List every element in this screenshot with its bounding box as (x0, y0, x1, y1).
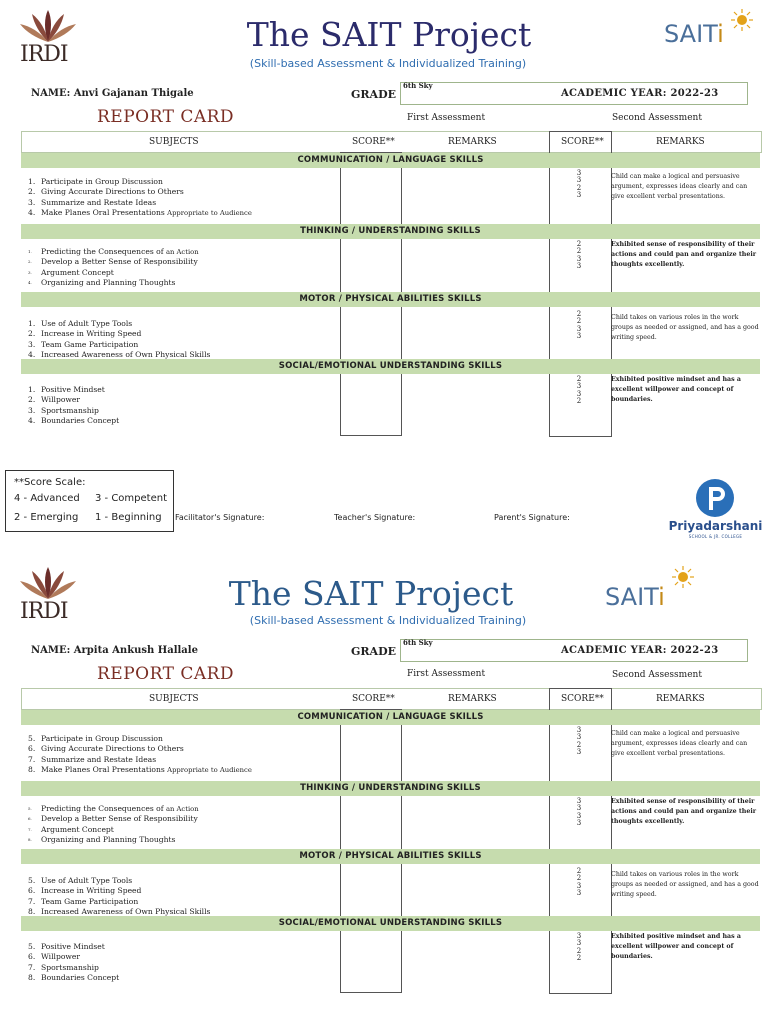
col-score-2: SCORE** (561, 137, 604, 147)
skill-list (28, 385, 119, 427)
list-item: 2. Willpower (28, 395, 81, 405)
skill-list (28, 247, 199, 289)
lotus-icon (18, 8, 78, 44)
list-item: 8. Increased Awareness of Own Physical Skills (28, 907, 211, 917)
col-remarks-2: REMARKS (656, 137, 705, 147)
grade-label: GRADE (351, 645, 396, 658)
list-item: 8. Boundaries Concept (28, 973, 120, 983)
list-item: 4. Organizing and Planning Thoughts (28, 278, 176, 288)
scale-beginning: 1 - Beginning (95, 512, 162, 523)
col-remarks-1: REMARKS (448, 137, 497, 147)
report-card-heading: REPORT CARD (97, 107, 235, 127)
page-subtitle: (Skill-based Assessment & Individualized Training) (249, 614, 527, 627)
list-item: 1. Positive Mindset (28, 385, 105, 394)
school-name: Priyadarshani (668, 519, 763, 533)
list-item: 6. Increase in Writing Speed (28, 886, 142, 896)
irdi-logo-text: IRDI (20, 599, 68, 624)
section-title: SOCIAL/EMOTIONAL UNDERSTANDING SKILLS (21, 916, 760, 931)
academic-year: ACADEMIC YEAR: 2022-23 (561, 88, 719, 99)
page-title: The SAIT Project (228, 574, 514, 613)
list-item: 7. Sportsmanship (28, 962, 99, 972)
list-item: 6. Willpower (28, 952, 81, 962)
school-subtitle: SCHOOL & JR. COLLEGE (688, 534, 743, 539)
irdi-logo (18, 565, 108, 625)
score-values: 2 2 3 3 (576, 867, 582, 898)
sait-logo-i: i (717, 20, 724, 48)
scale-competent: 3 - Competent (95, 493, 168, 504)
skill-list (28, 319, 210, 361)
score-scale-box (5, 470, 174, 532)
score-values: 3 3 2 3 (576, 169, 582, 200)
first-assessment-label: First Assessment (407, 669, 486, 679)
list-item: 3. Sportsmanship (28, 405, 99, 415)
section-title: THINKING / UNDERSTANDING SKILLS (21, 781, 760, 796)
remark-text: Child takes on various roles in the work groups as needed or assigned, and has a good writing speed. (611, 871, 759, 898)
score-values: 3 3 3 3 (576, 797, 582, 828)
section-title: SOCIAL/EMOTIONAL UNDERSTANDING SKILLS (21, 359, 760, 374)
section-title: THINKING / UNDERSTANDING SKILLS (21, 224, 760, 239)
page-title: The SAIT Project (246, 15, 532, 54)
score-scale-title: **Score Scale: (14, 477, 86, 488)
skill-list (28, 177, 252, 219)
scale-advanced: 4 - Advanced (14, 493, 80, 504)
second-assessment-label: Second Assessment (612, 670, 702, 680)
sun-icon (665, 565, 695, 589)
grade-box (400, 639, 748, 662)
col-subjects: SUBJECTS (149, 694, 199, 704)
list-item: 3. Summarize and Restate Ideas (28, 197, 157, 207)
list-item: 2. Increase in Writing Speed (28, 329, 142, 339)
academic-year: ACADEMIC YEAR: 2022-23 (561, 645, 719, 656)
remark-text: Exhibited positive mindset and has a excellent willpower and concept of boundaries. (611, 933, 741, 960)
skill-list (28, 734, 252, 776)
list-item: 3. Team Game Participation (28, 339, 139, 349)
col-score-1: SCORE** (352, 694, 395, 704)
table-header (21, 131, 762, 153)
score-values: 2 3 3 2 (576, 375, 582, 406)
parent-signature: Parent's Signature: (494, 513, 570, 522)
skill-list (28, 876, 210, 918)
score-values: 2 2 3 3 (576, 310, 582, 341)
list-item: 6. Develop a Better Sense of Responsibility (28, 814, 198, 824)
irdi-logo (18, 8, 108, 68)
section-title: MOTOR / PHYSICAL ABILITIES SKILLS (21, 292, 760, 307)
school-logo-icon (695, 478, 735, 518)
section-title: COMMUNICATION / LANGUAGE SKILLS (21, 153, 760, 168)
table-header (21, 688, 762, 710)
sait-logo-text: SAIT (605, 583, 659, 611)
col-score-2: SCORE** (561, 694, 604, 704)
list-item: 5. Predicting the Consequences of an Action (28, 804, 199, 813)
col-remarks-2: REMARKS (656, 694, 705, 704)
grade-box (400, 82, 748, 105)
grade-label: GRADE (351, 88, 396, 101)
first-assessment-label: First Assessment (407, 113, 486, 123)
page-subtitle: (Skill-based Assessment & Individualized Training) (249, 57, 527, 70)
list-item: 7. Argument Concept (28, 824, 114, 834)
list-item: 8. Organizing and Planning Thoughts (28, 835, 176, 845)
sait-logo-text: SAIT (664, 20, 718, 48)
col-remarks-1: REMARKS (448, 694, 497, 704)
sait-logo (662, 8, 758, 53)
second-assessment-label: Second Assessment (612, 113, 702, 123)
irdi-logo-text: IRDI (20, 42, 68, 67)
list-item: 5. Participate in Group Discussion (28, 734, 163, 743)
remark-text: Exhibited sense of responsibility of their actions and could pan and organize their thoughts excellently. (611, 798, 757, 825)
skill-list (28, 942, 119, 984)
grade-value: 6th Sky (403, 638, 433, 647)
list-item: 6. Giving Accurate Directions to Others (28, 744, 184, 754)
list-item: 7. Team Game Participation (28, 896, 139, 906)
list-item: 4. Increased Awareness of Own Physical Skills (28, 350, 211, 360)
score-values: 3 3 2 2 (576, 932, 582, 963)
col-subjects: SUBJECTS (149, 137, 199, 147)
student-name: NAME: Anvi Gajanan Thigale (31, 88, 194, 99)
list-item: 3. Argument Concept (28, 267, 114, 277)
remark-text: Child can make a logical and persuasive argument, expresses ideas clearly and can give excellent verbal presentations. (611, 173, 748, 200)
score-values: 3 3 2 3 (576, 726, 582, 757)
student-name: NAME: Arpita Ankush Hallale (31, 645, 198, 656)
report-card-heading: REPORT CARD (97, 664, 235, 684)
facilitator-signature: Facilitator's Signature: (175, 513, 265, 522)
teacher-signature: Teacher's Signature: (334, 513, 416, 522)
list-item: 4. Boundaries Concept (28, 416, 120, 426)
priyadarshani-logo (668, 478, 763, 538)
remark-text: Child takes on various roles in the work groups as needed or assigned, and has a good writing speed. (611, 314, 759, 341)
sait-logo (603, 565, 699, 610)
remark-text: Exhibited sense of responsibility of their actions and could pan and organize their thoughts excellently. (611, 241, 757, 268)
scale-emerging: 2 - Emerging (14, 512, 79, 523)
list-item: 7. Summarize and Restate Ideas (28, 754, 157, 764)
sait-logo-i: i (658, 583, 665, 611)
list-item: 5. Use of Adult Type Tools (28, 876, 133, 885)
remark-text: Exhibited positive mindset and has a excellent willpower and concept of boundaries. (611, 376, 741, 403)
list-item: 1. Participate in Group Discussion (28, 177, 163, 186)
list-item: 4. Make Planes Oral Presentations Appropriate to Audience (28, 208, 252, 218)
skill-list (28, 804, 199, 846)
report-card-2 (0, 557, 768, 1024)
section-title: MOTOR / PHYSICAL ABILITIES SKILLS (21, 849, 760, 864)
remark-text: Child can make a logical and persuasive argument, expresses ideas clearly and can give excellent verbal presentations. (611, 730, 748, 757)
col-score-1: SCORE** (352, 137, 395, 147)
score-values: 2 2 3 3 (576, 240, 582, 271)
sun-icon (724, 8, 754, 32)
list-item: 2. Giving Accurate Directions to Others (28, 187, 184, 197)
list-item: 8. Make Planes Oral Presentations Appropriate to Audience (28, 765, 252, 775)
list-item: 1. Predicting the Consequences of an Action (28, 247, 199, 256)
list-item: 1. Use of Adult Type Tools (28, 319, 133, 328)
lotus-icon (18, 565, 78, 601)
list-item: 5. Positive Mindset (28, 942, 105, 951)
list-item: 2. Develop a Better Sense of Responsibility (28, 257, 198, 267)
section-title: COMMUNICATION / LANGUAGE SKILLS (21, 710, 760, 725)
grade-value: 6th Sky (403, 81, 433, 90)
